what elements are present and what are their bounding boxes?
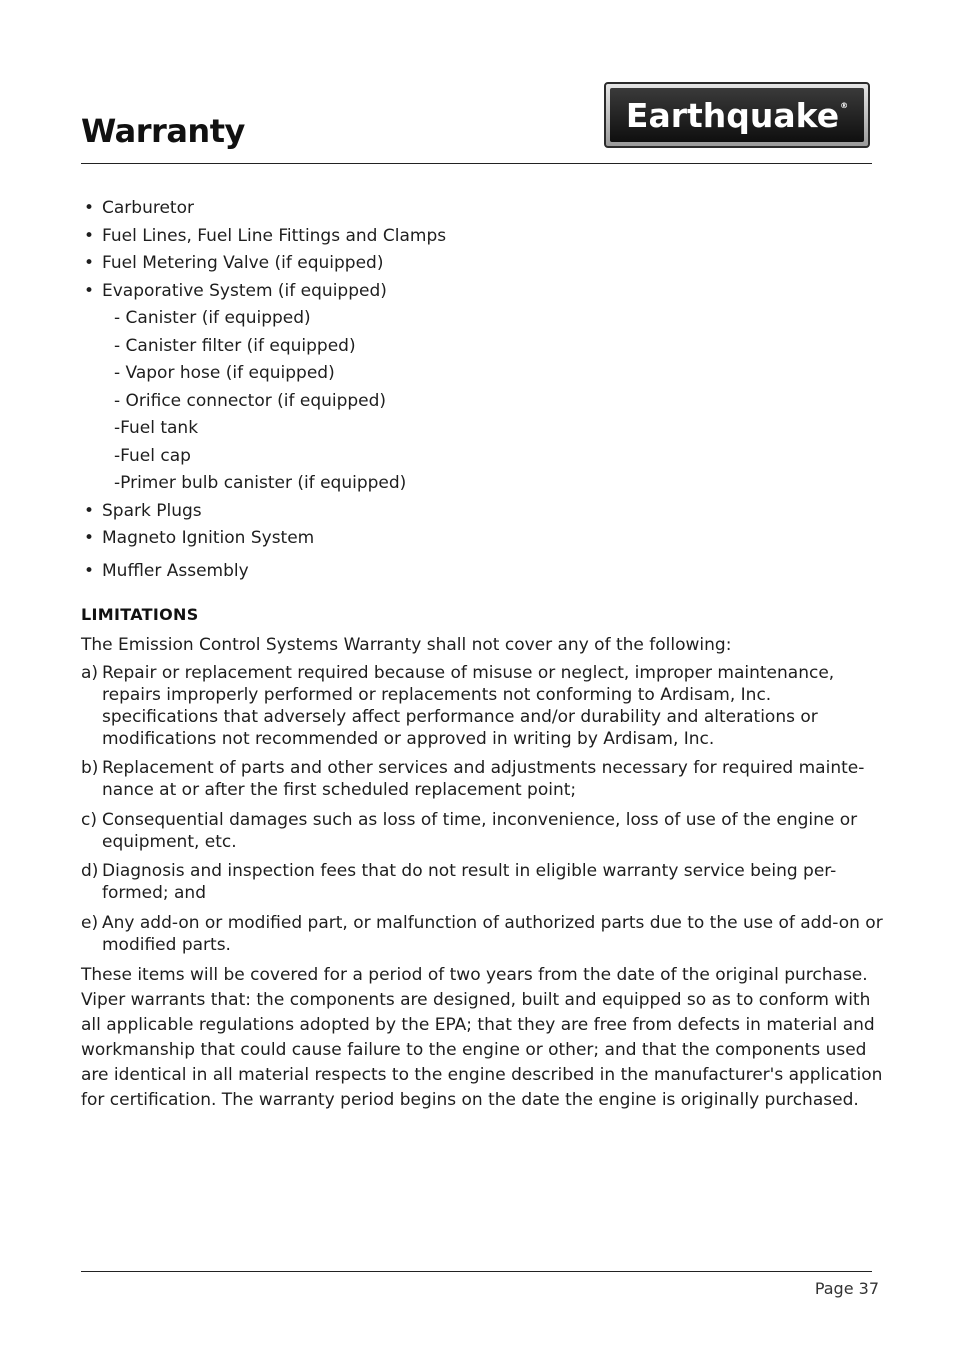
- item-text: Repair or replacement required because of misuse or neglect, improper maintenance, repairs improperly performed or replacements not conforming to Ardisam, Inc. specifications that adversely affect performance and/or durability and alterations or modifications not recommended or approved in writing by Ardisam, Inc.: [102, 662, 835, 749]
- page-title: Warranty: [81, 112, 245, 150]
- limitation-item: [81, 860, 886, 904]
- limitations-list: [81, 662, 886, 956]
- limitations-heading: LIMITATIONS: [81, 604, 199, 624]
- earthquake-logo: [604, 82, 870, 148]
- item-letter: a): [81, 662, 99, 683]
- header-divider: [81, 163, 872, 164]
- limitations-intro: The Emission Control Systems Warranty shall not cover any of the following:: [81, 634, 732, 655]
- list-item: -Fuel cap: [114, 445, 191, 466]
- bullet-icon: •: [84, 280, 95, 301]
- bullet-icon: •: [84, 528, 95, 549]
- limitation-item: [81, 662, 886, 750]
- limitation-item: [81, 912, 886, 956]
- bullet-icon: •: [84, 500, 95, 521]
- list-item: • Muffler Assembly: [81, 558, 886, 586]
- list-item: • Fuel Lines, Fuel Line Fittings and Clamps: [81, 223, 886, 251]
- page-number: Page 37: [814, 1279, 879, 1298]
- evaporative-subitem-list: [81, 305, 886, 498]
- registered-mark: ®: [840, 100, 849, 110]
- item-letter: e): [81, 912, 99, 933]
- list-item: - Canister (if equipped): [114, 308, 311, 329]
- bullet-icon: •: [84, 225, 95, 246]
- footer-divider: [81, 1271, 872, 1272]
- component-list: [81, 195, 886, 305]
- item-letter: d): [81, 861, 99, 882]
- item-text: Consequential damages such as loss of time, inconvenience, loss of use of the engine or equipment, etc.: [102, 809, 858, 852]
- list-item: • Magneto Ignition System: [81, 525, 886, 553]
- list-item: - Vapor hose (if equipped): [114, 363, 335, 384]
- list-item: • Fuel Metering Valve (if equipped): [81, 250, 886, 278]
- logo-badge: [610, 88, 864, 142]
- warranty-statement: These items will be covered for a period of two years from the date of the original purchase. Viper warrants that: the components are designed, built and equipped so as to conform with all applicable regulations adopted by the EPA; that they are free from defects in material and workmanship that could cause failure to the engine or other; and that the components used are identical in all material respects to the engine described in the manufacturer's application for certification. The warranty period begins on the date the engine is originally purchased.: [81, 965, 883, 1111]
- list-item: -Fuel tank: [114, 418, 199, 439]
- bullet-icon: •: [84, 561, 95, 582]
- bullet-icon: •: [84, 198, 95, 218]
- item-letter: b): [81, 758, 99, 779]
- list-item: - Orifice connector (if equipped): [114, 390, 387, 411]
- list-item: -Primer bulb canister (if equipped): [114, 473, 407, 494]
- limitation-item: [81, 809, 886, 853]
- list-item: - Canister filter (if equipped): [114, 335, 356, 356]
- item-text: Replacement of parts and other services and adjustments necessary for required mainte-nance at or after the first scheduled replacement point;: [102, 758, 865, 801]
- bullet-icon: •: [84, 253, 95, 274]
- list-item: • Spark Plugs: [81, 498, 886, 526]
- item-text: Any add-on or modified part, or malfunction of authorized parts due to the use of add-on or modified parts.: [102, 912, 883, 955]
- list-item: • Evaporative System (if equipped): [81, 278, 886, 306]
- component-list-continued: [81, 498, 886, 586]
- limitation-item: [81, 757, 886, 801]
- item-letter: c): [81, 809, 97, 830]
- logo-text: Earthquake: [625, 95, 840, 135]
- list-item: • Carburetor: [81, 195, 886, 223]
- warranty-content: [81, 195, 886, 1113]
- item-text: Diagnosis and inspection fees that do not result in eligible warranty service being per-formed; and: [102, 861, 837, 904]
